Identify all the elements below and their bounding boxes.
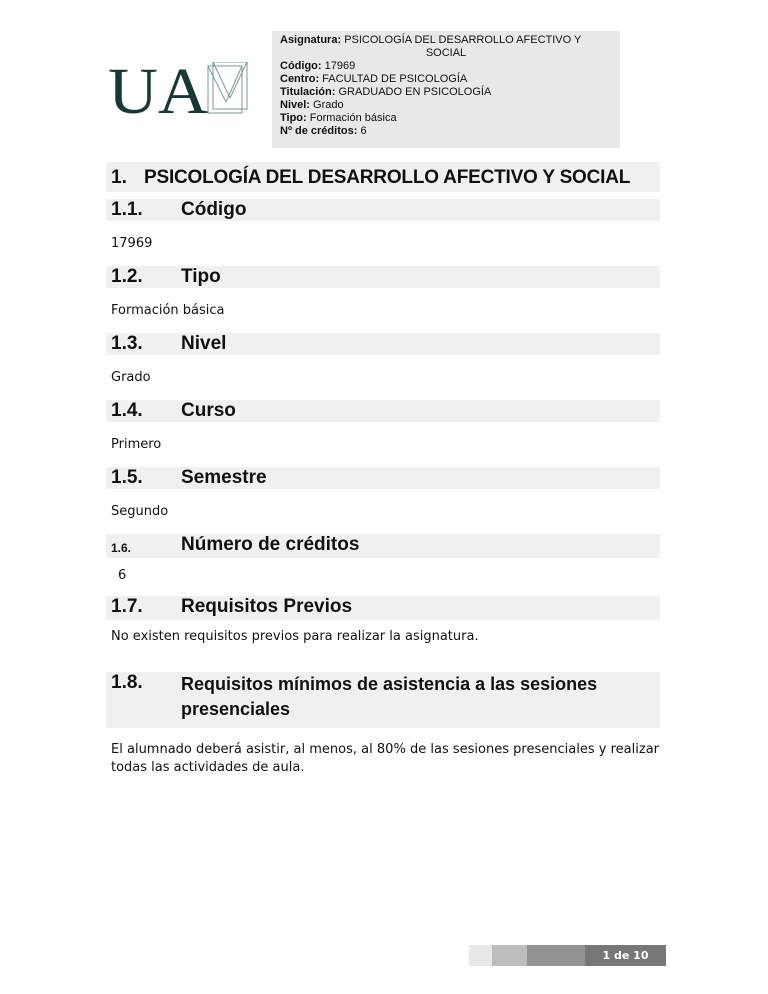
nivel-label: Nivel: [280, 99, 310, 111]
section-body: Grado [111, 370, 151, 385]
section-title: Semestre [181, 467, 267, 488]
section-heading [106, 333, 660, 355]
section-number: 1.5. [111, 467, 143, 488]
codigo-label: Código: [280, 60, 322, 72]
centro-label: Centro: [280, 73, 320, 85]
main-title [106, 162, 660, 192]
asignatura-value-cont: SOCIAL [425, 47, 467, 59]
titulacion-label: Titulación: [280, 86, 336, 98]
section-number: 1.3. [111, 333, 143, 354]
creditos-label: Nº de créditos: [280, 125, 358, 137]
section-number: 1.6. [111, 541, 132, 555]
tipo-label: Tipo: [280, 112, 307, 124]
section-heading [106, 596, 660, 620]
section-number: 1.8. [111, 672, 143, 693]
section-number: 1.2. [111, 266, 143, 287]
section-number: 1.1. [111, 199, 143, 220]
uam-logo [108, 62, 248, 116]
course-info-box [272, 31, 620, 148]
asignatura-value: PSICOLOGÍA DEL DESARROLLO AFECTIVO Y [344, 34, 582, 46]
svg-text:UA: UA [108, 62, 209, 116]
section-title: Requisitos mínimos de asistencia a las sesiones presenciales [181, 674, 598, 719]
section-heading [106, 534, 660, 558]
footer-bar-segment [492, 945, 527, 966]
section-title: Curso [181, 400, 236, 421]
title-number: 1. [111, 167, 127, 188]
footer-bar-segment [527, 945, 585, 966]
section-body: 17969 [111, 236, 153, 251]
section-title: Número de créditos [181, 534, 360, 555]
section-heading [106, 266, 660, 288]
nivel-value: Grado [313, 99, 344, 111]
footer-bar-segment [469, 945, 492, 966]
section-title: Nivel [181, 333, 227, 354]
creditos-value: 6 [360, 125, 367, 137]
title-text: PSICOLOGÍA DEL DESARROLLO AFECTIVO Y SOCIAL [144, 167, 631, 188]
section-number: 1.4. [111, 400, 143, 421]
section-title: Requisitos Previos [181, 596, 353, 617]
section-heading [106, 672, 660, 728]
centro-value: FACULTAD DE PSICOLOGÍA [322, 73, 468, 85]
section-body: Primero [111, 437, 162, 452]
section-heading [106, 467, 660, 489]
page-number: 1 de 10 [585, 945, 666, 966]
section-body: No existen requisitos previos para realizar la asignatura. [111, 629, 479, 644]
section-title: Código [181, 199, 247, 220]
titulacion-value: GRADUADO EN PSICOLOGÍA [338, 86, 492, 98]
tipo-value: Formación básica [309, 112, 397, 124]
section-title: Tipo [181, 266, 221, 287]
section-number: 1.7. [111, 596, 143, 617]
section-body: 6 [118, 568, 127, 583]
asignatura-label: Asignatura: [280, 34, 342, 46]
codigo-value: 17969 [324, 60, 356, 72]
section-heading [106, 199, 660, 221]
section-body: El alumnado deberá asistir, al menos, al 80% de las sesiones presenciales y realizar todas las actividades de aula. [111, 742, 659, 775]
section-body: Segundo [111, 504, 169, 519]
section-body: Formación básica [111, 303, 225, 318]
section-heading [106, 400, 660, 422]
